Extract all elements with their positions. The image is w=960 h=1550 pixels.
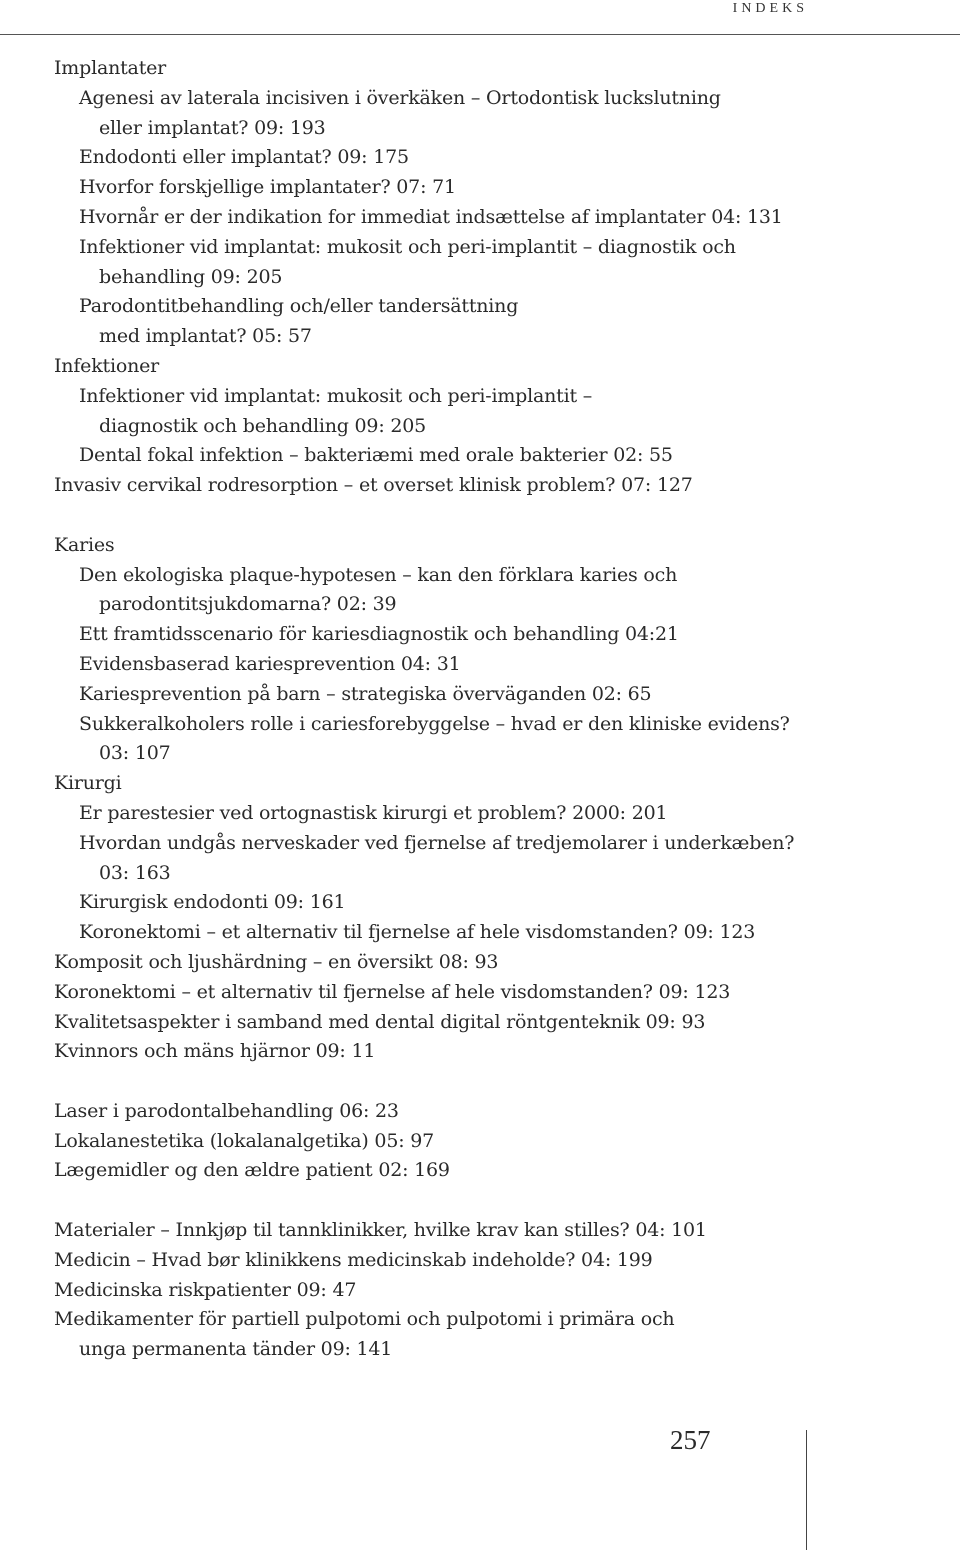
index-heading: Invasiv cervikal rodresorption – et overset klinisk problem? 07: 127 [54,474,693,497]
index-entry: Endodonti eller implantat? 09: 175 [79,146,409,169]
index-entry: Evidensbaserad kariesprevention 04: 31 [79,652,461,675]
index-entry: Agenesi av laterala incisiven i överkäken – Ortodontisk luckslutning [79,86,721,109]
index-heading: Infektioner [54,354,160,377]
index-entry: Kariesprevention på barn – strategiska överväganden 02: 65 [79,682,652,705]
index-heading: Koronektomi – et alternativ til fjernelse af hele visdomstanden? 09: 123 [54,980,731,1003]
index-heading: Kirurgi [54,772,122,795]
index-entry: unga permanenta tänder 09: 141 [79,1338,393,1361]
index-heading: Materialer – Innkjøp til tannklinikker, hvilke krav kan stilles? 04: 101 [54,1219,707,1242]
index-entry-continuation: 03: 107 [99,742,171,765]
index-heading: Karies [54,533,115,556]
index-heading: Medikamenter för partiell pulpotomi och pulpotomi i primära och [54,1308,675,1331]
index-entry: Hvornår er der indikation for immediat indsættelse af implantater 04: 131 [79,205,783,228]
section-gap [54,501,914,531]
index-entry: Parodontitbehandling och/eller tandersättning [79,295,519,318]
index-entry-continuation: 03: 163 [99,861,171,884]
index-heading: Medicinska riskpatienter 09: 47 [54,1278,357,1301]
index-entry-continuation: diagnostik och behandling 09: 205 [99,414,427,437]
index-heading: Implantater [54,57,167,79]
index-list [54,54,914,1365]
page-number: 257 [670,1425,711,1455]
index-entry-continuation: eller implantat? 09: 193 [99,116,326,139]
index-heading: Kvinnors och mäns hjärnor 09: 11 [54,1040,376,1063]
index-heading: Laser i parodontalbehandling 06: 23 [54,1099,399,1122]
page-number-rule [806,1430,807,1550]
index-entry: Er parestesier ved ortognastisk kirurgi et problem? 2000: 201 [79,801,668,824]
index-heading: Kvalitetsaspekter i samband med dental digital röntgenteknik 09: 93 [54,1010,706,1033]
index-entry: Hvorfor forskjellige implantater? 07: 71 [79,176,456,199]
index-entry: Koronektomi – et alternativ til fjernelse af hele visdomstanden? 09: 123 [79,921,756,944]
index-entry: Dental fokal infektion – bakteriæmi med orale bakterier 02: 55 [79,444,673,467]
index-entry-continuation: parodontitsjukdomarna? 02: 39 [99,593,397,616]
section-gap [54,1067,914,1097]
header-rule [0,34,960,35]
index-entry-continuation: behandling 09: 205 [99,265,283,288]
section-gap [54,1186,914,1216]
index-entry: Infektioner vid implantat: mukosit och peri-implantit – diagnostik och [79,235,736,258]
index-entry: Hvordan undgås nerveskader ved fjernelse af tredjemolarer i underkæben? [79,831,795,854]
index-heading: Lægemidler og den ældre patient 02: 169 [54,1159,450,1182]
index-entry: Den ekologiska plaque-hypotesen – kan den förklara karies och [79,563,678,586]
index-entry: Ett framtidsscenario för kariesdiagnostik och behandling 04:21 [79,623,679,646]
index-heading: Komposit och ljushärdning – en översikt 08: 93 [54,950,499,973]
index-entry: Kirurgisk endodonti 09: 161 [79,891,346,914]
index-entry-continuation: med implantat? 05: 57 [99,325,312,348]
index-heading: Lokalanestetika (lokalanalgetika) 05: 97 [54,1129,435,1152]
running-head: INDEKS [732,1,808,16]
index-entry: Sukkeralkoholers rolle i cariesforebyggelse – hvad er den kliniske evidens? [79,712,790,735]
index-entry: Infektioner vid implantat: mukosit och peri-implantit – [79,384,593,407]
index-heading: Medicin – Hvad bør klinikkens medicinskab indeholde? 04: 199 [54,1248,653,1271]
